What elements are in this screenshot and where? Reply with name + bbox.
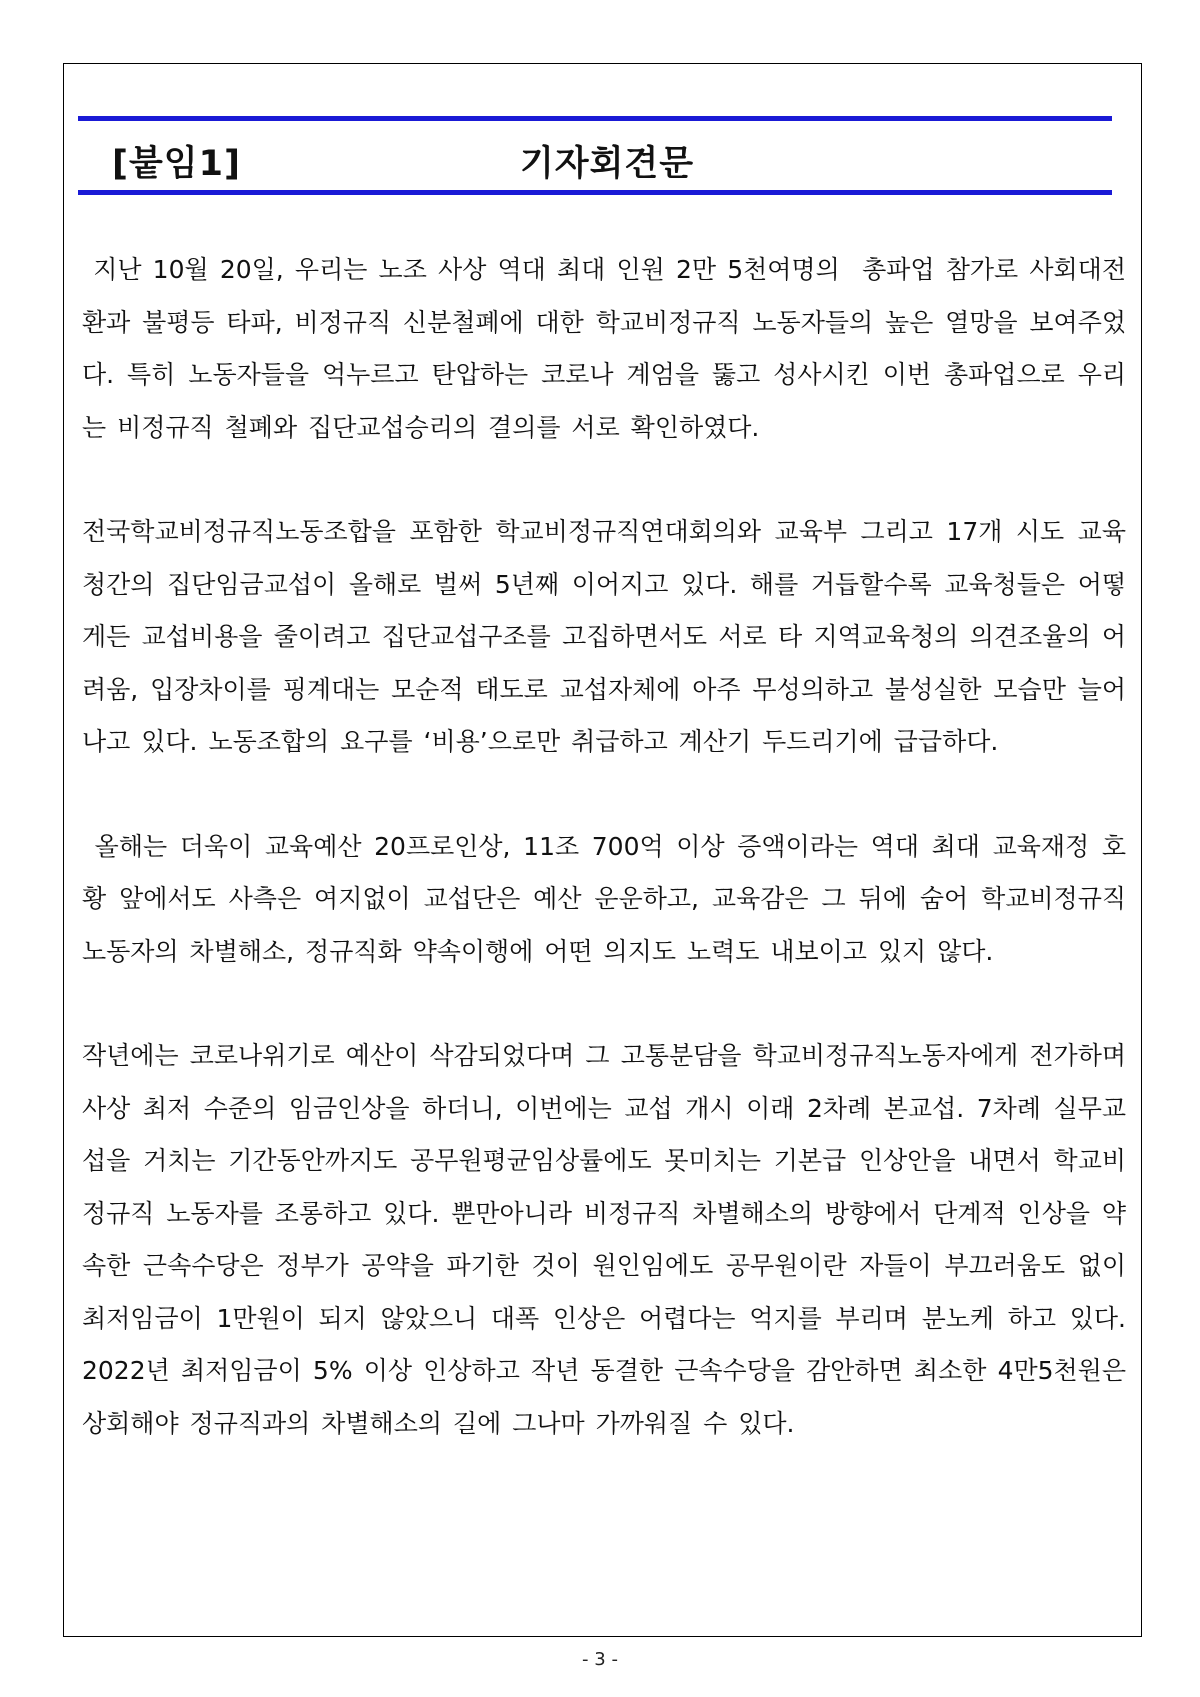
paragraph-4: 작년에는 코로나위기로 예산이 삭감되었다며 그 고통분담을 학교비정규직노동자에게 전가하며 사상 최저 수준의 임금인상을 하더니, 이번에는 교섭 개시 이래 2차례 본교섭. 7차례 실무교섭을 거치는 기간동안까지도 공무원평균임상률에도 못미치는 기본급 인상안을 내면서 학교비정규직 노동자를 조롱하고 있다. 뿐만아니라 비정규직 차별해소의 방향에서 단계적 인상을 약속한 근속수당은 정부가 공약을 파기한 것이 원인임에도 공무원이란 자들이 부끄러움도 없이 최저임금이 1만원이 되지 않았으니 대폭 인상은 어렵다는 억지를 부리며 분노케 하고 있다. 2022년 최저임금이 5% 이상 인상하고 작년 동결한 근속수당을 감안하면 최소한 4만5천원은 상회해야 정규직과의 차별해소의 길에 그나마 가까워질 수 있다. [82,1041,1137,1438]
header-bottom-rule [78,190,1112,195]
document-title: 기자회견문 [520,144,695,184]
attachment-label: [붙임1] [112,144,241,184]
paragraph-3: 올해는 더욱이 교육예산 20프로인상, 11조 700억 이상 증액이라는 역대 최대 교육재정 호황 앞에서도 사측은 여지없이 교섭단은 예산 운운하고, 교육감은 그 뒤에 숨어 학교비정규직노동자의 차별해소, 정규직화 약속이행에 어떤 의지도 노력도 내보이고 있지 않다. [82,831,1126,966]
document-body [82,244,1137,1450]
paragraph-1: 지난 10월 20일, 우리는 노조 사상 역대 최대 인원 2만 5천여명의 총파업 참가로 사회대전환과 불평등 타파, 비정규직 신분철폐에 대한 학교비정규직 노동자들의 높은 열망을 보여주었다. 특히 노동자들을 억누르고 탄압하는 코로나 계엄을 뚫고 성사시킨 이번 총파업으로 우리는 비정규직 철폐와 집단교섭승리의 결의를 서로 확인하였다. [82,255,1126,442]
page-frame [63,63,1142,1637]
page-number: - 3 - [582,1649,618,1670]
paragraph-2: 전국학교비정규직노동조합을 포함한 학교비정규직연대회의와 교육부 그리고 17개 시도 교육청간의 집단임금교섭이 올해로 벌써 5년째 이어지고 있다. 해를 거듭할수록 교육청들은 어떻게든 교섭비용을 줄이려고 집단교섭구조를 고집하면서도 서로 타 지역교육청의 의견조율의 어려움, 입장차이를 핑계대는 모순적 태도로 교섭자체에 아주 무성의하고 불성실한 모습만 늘어나고 있다. 노동조합의 요구를 ‘비용’으로만 취급하고 계산기 두드리기에 급급하다. [82,517,1126,756]
header-top-rule [78,116,1112,121]
